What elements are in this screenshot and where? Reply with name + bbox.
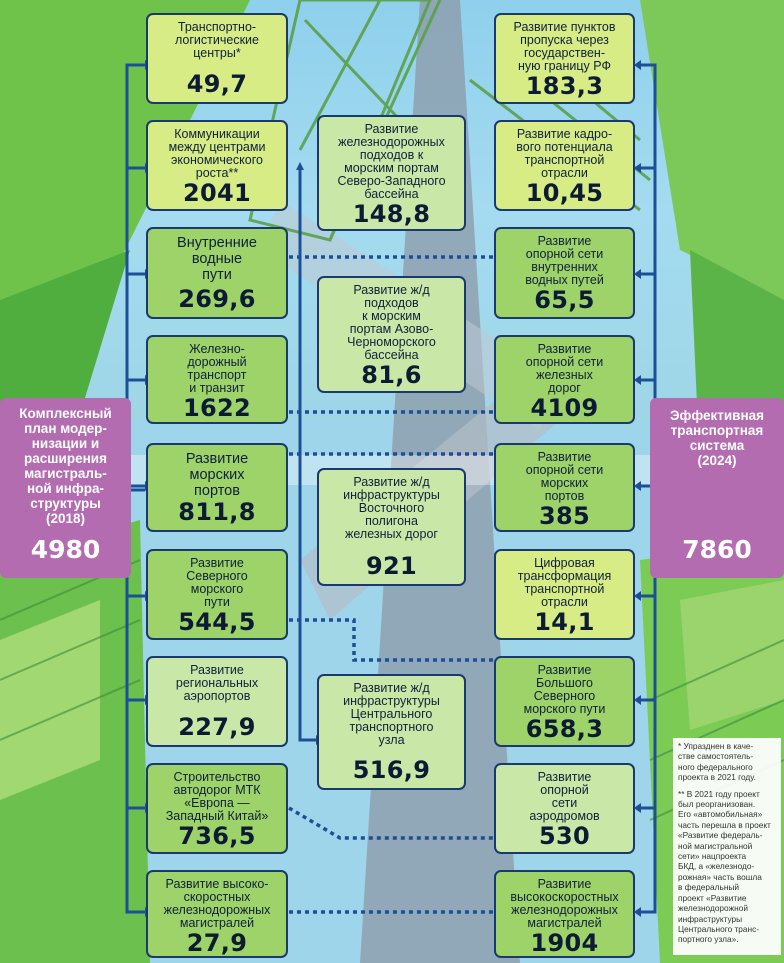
project-value: 544,5: [178, 608, 256, 636]
project-value: 736,5: [178, 822, 256, 850]
project-value: 27,9: [186, 929, 248, 957]
project-label: Развитие кадро- вого потенциала транспортной отрасли: [516, 127, 613, 180]
project-label: Транспортно- логистические центры*: [174, 20, 259, 60]
project-box: [146, 870, 288, 958]
project-box: [146, 763, 288, 854]
project-value: 1904: [530, 929, 599, 957]
project-value: 269,6: [178, 285, 256, 313]
project-label: Цифровая трансформация транспортной отрасли: [517, 556, 612, 609]
project-box: [317, 276, 466, 393]
project-value: 65,5: [534, 286, 595, 314]
project-box: [146, 335, 288, 424]
project-box: [146, 227, 288, 319]
project-value: 530: [539, 822, 590, 850]
project-label: Развитие опорной сети внутренних водных путей: [525, 234, 604, 287]
project-box: [494, 870, 635, 958]
project-value: 148,8: [352, 200, 431, 228]
left-summary-label: Комплексный план модер- низации и расширения магистраль- ной инфра- структуры (2018): [19, 406, 112, 526]
project-label: Коммуникации между центрами экономического роста**: [168, 127, 266, 180]
project-box: [494, 763, 635, 854]
project-label: Развитие Большого Северного морского пути: [523, 663, 606, 716]
project-box: [317, 674, 466, 790]
project-value: 10,45: [525, 179, 604, 207]
project-value: 227,9: [178, 713, 256, 741]
project-value: 14,1: [534, 608, 595, 636]
project-label: Развитие морских портов: [185, 451, 249, 499]
project-box: [146, 443, 288, 532]
project-label: Развитие Северного морского пути: [186, 556, 248, 609]
project-label: Внутренние водные пути: [177, 235, 257, 283]
right-summary-value: 7860: [682, 535, 752, 564]
project-value: 2041: [183, 179, 251, 207]
project-value: 81,6: [361, 361, 422, 389]
project-value: 49,7: [186, 70, 248, 98]
left-summary-value: 4980: [30, 535, 101, 564]
project-value: 1622: [183, 394, 251, 422]
project-label: Развитие пунктов пропуска через государствен- ную границу РФ: [513, 20, 616, 73]
project-box: [146, 549, 288, 640]
project-value: 811,8: [178, 498, 256, 526]
project-label: Железно- дорожный транспорт и транзит: [187, 342, 247, 395]
project-label: Развитие ж/д подходов к морским портам Азово- Черноморского бассейна: [347, 283, 436, 362]
project-label: Развитие железнодорожных подходов к морским портам Северо-Западного бассейна: [337, 122, 446, 201]
project-box: [494, 335, 635, 424]
footnote-two: ** В 2021 году проект был реорганизован. Его «автомобильная» часть перешла в проект «Развитие федераль- ной магистральной сети» нацпроекта БКД, а «железнодо- рожная» часть вошла в федеральный проект «Развитие железнодорожной инфраструктуры Центрального транс- портного узла».: [678, 788, 771, 945]
project-label: Развитие опорной сети морских портов: [525, 450, 604, 503]
project-box: [317, 115, 466, 231]
right-summary-label: Эффективная транспортная система (2024): [669, 408, 765, 468]
footnotes: [673, 738, 781, 955]
project-box: [146, 120, 288, 211]
right-summary-panel: [650, 398, 784, 578]
project-label: Развитие ж/д инфраструктуры Центрального транспортного узла: [343, 681, 440, 747]
project-value: 4109: [530, 394, 599, 422]
project-box: [494, 549, 635, 640]
project-value: 921: [366, 552, 417, 580]
project-value: 658,3: [525, 715, 604, 743]
project-box: [146, 656, 288, 747]
project-label: Развитие высоко- скоростных железнодорожных магистралей: [163, 877, 271, 930]
project-box: [146, 13, 288, 104]
project-label: Развитие региональных аэропортов: [175, 663, 259, 703]
project-value: 385: [539, 502, 590, 530]
left-summary-panel: [0, 398, 131, 578]
project-box: [494, 227, 635, 319]
project-label: Строительство автодорог МТК «Европа — Западный Китай»: [165, 770, 269, 823]
footnote-one: * Упразднен в каче- стве самостоятель- ного федерального проекта в 2021 году.: [678, 741, 756, 783]
project-value: 183,3: [525, 72, 604, 100]
project-label: Развитие ж/д инфраструктуры Восточного полигона железных дорог: [343, 475, 440, 541]
project-box: [317, 468, 466, 586]
project-label: Развитие высокоскоростных железнодорожных магистралей: [510, 877, 619, 930]
project-box: [494, 120, 635, 211]
project-box: [494, 443, 635, 532]
project-box: [494, 13, 635, 104]
project-label: Развитие опорной сети железных дорог: [525, 342, 604, 395]
project-label: Развитие опорной сети аэродромов: [529, 770, 600, 823]
project-value: 516,9: [352, 756, 431, 784]
project-box: [494, 656, 635, 747]
